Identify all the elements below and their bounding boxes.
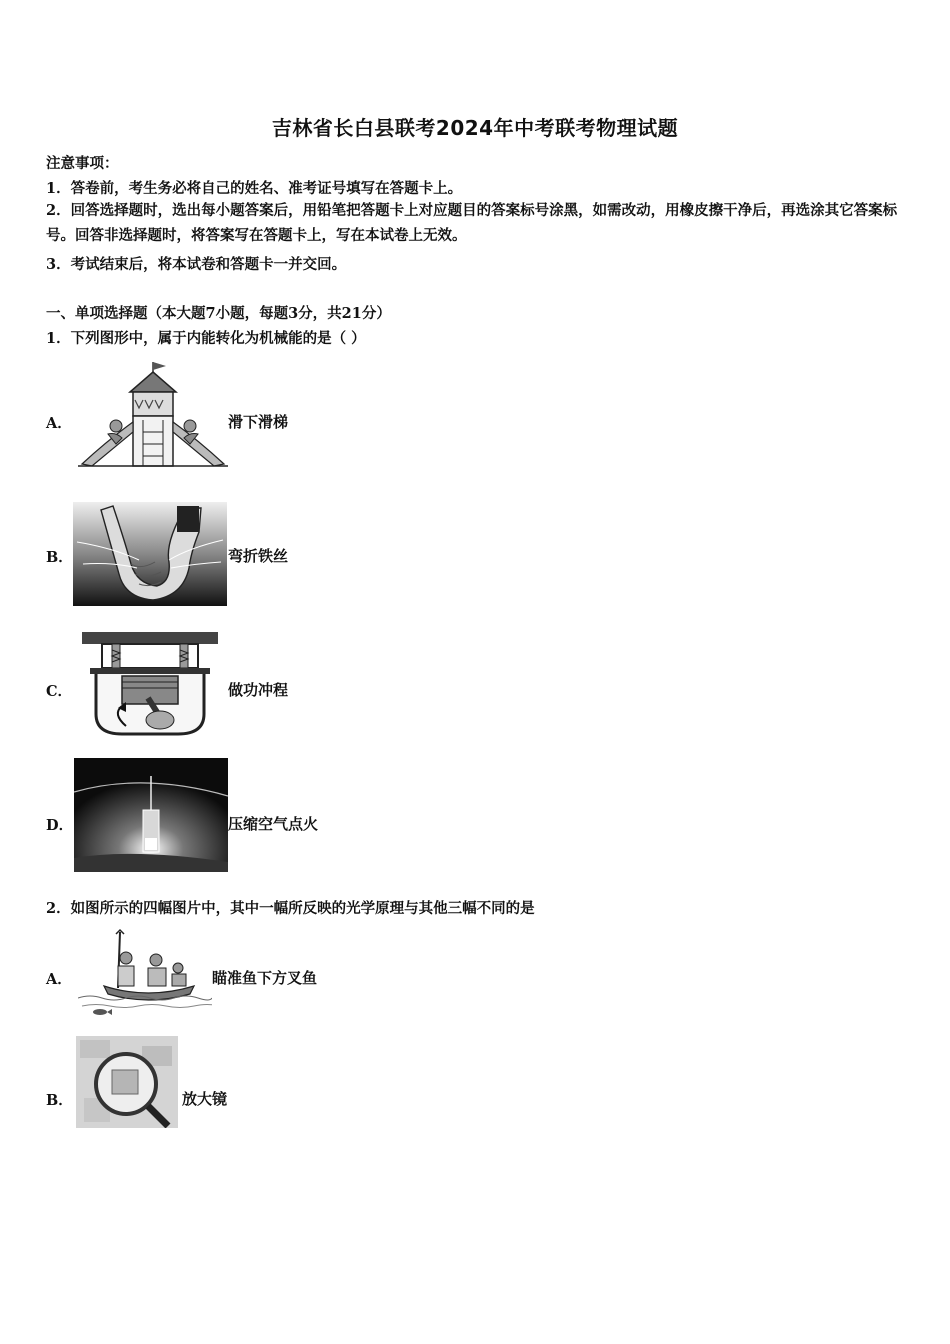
playground-slide-icon — [78, 360, 228, 470]
magnifying-glass-icon — [76, 1036, 178, 1128]
notice-item-1: 1．答卷前，考生务必将自己的姓名、准考证号填写在答题卡上。 — [46, 180, 463, 197]
exam-title: 吉林省长白县联考2024年中考联考物理试题 — [271, 116, 679, 140]
q2-option-b-text: 放大镜 — [182, 1090, 228, 1108]
bending-wire-hands-icon — [73, 502, 227, 606]
q1-option-a-text: 滑下滑梯 — [228, 413, 289, 431]
q1-option-c-text: 做功冲程 — [228, 681, 289, 699]
question-2-stem: 2．如图所示的四幅图片中，其中一幅所反映的光学原理与其他三幅不同的是 — [46, 900, 535, 917]
notice-item-3: 3．考试结束后，将本试卷和答题卡一并交回。 — [46, 256, 347, 273]
q1-option-c-letter: C． — [46, 683, 73, 700]
q2-option-a-text: 瞄准鱼下方叉鱼 — [212, 969, 318, 987]
q2-option-b-letter: B． — [46, 1092, 73, 1109]
q1-option-b-text: 弯折铁丝 — [228, 547, 289, 565]
spear-fishing-boat-icon — [78, 928, 212, 1018]
q1-option-d-letter: D． — [46, 817, 74, 834]
notice-item-2: 2．回答选择题时，选出每小题答案后，用铅笔把答题卡上对应题目的答案标号涂黑，如需改动，用橡皮擦干净后，再选涂其它答案标号。回答非选择题时，将答案写在答题卡上，写在本试卷上无效。 — [46, 202, 898, 244]
engine-power-stroke-icon — [82, 630, 218, 738]
q2-option-a-letter: A． — [46, 971, 72, 988]
question-1-stem: 1．下列图形中，属于内能转化为机械能的是（ ） — [46, 330, 366, 347]
section-heading: 一、单项选择题（本大题7小题，每题3分，共21分） — [46, 305, 391, 322]
air-compression-ignition-icon — [74, 758, 228, 872]
notice-heading: 注意事项： — [46, 155, 119, 172]
q1-option-a-letter: A． — [46, 415, 72, 432]
q1-option-d-text: 压缩空气点火 — [228, 815, 319, 833]
q1-option-b-letter: B． — [46, 549, 73, 566]
